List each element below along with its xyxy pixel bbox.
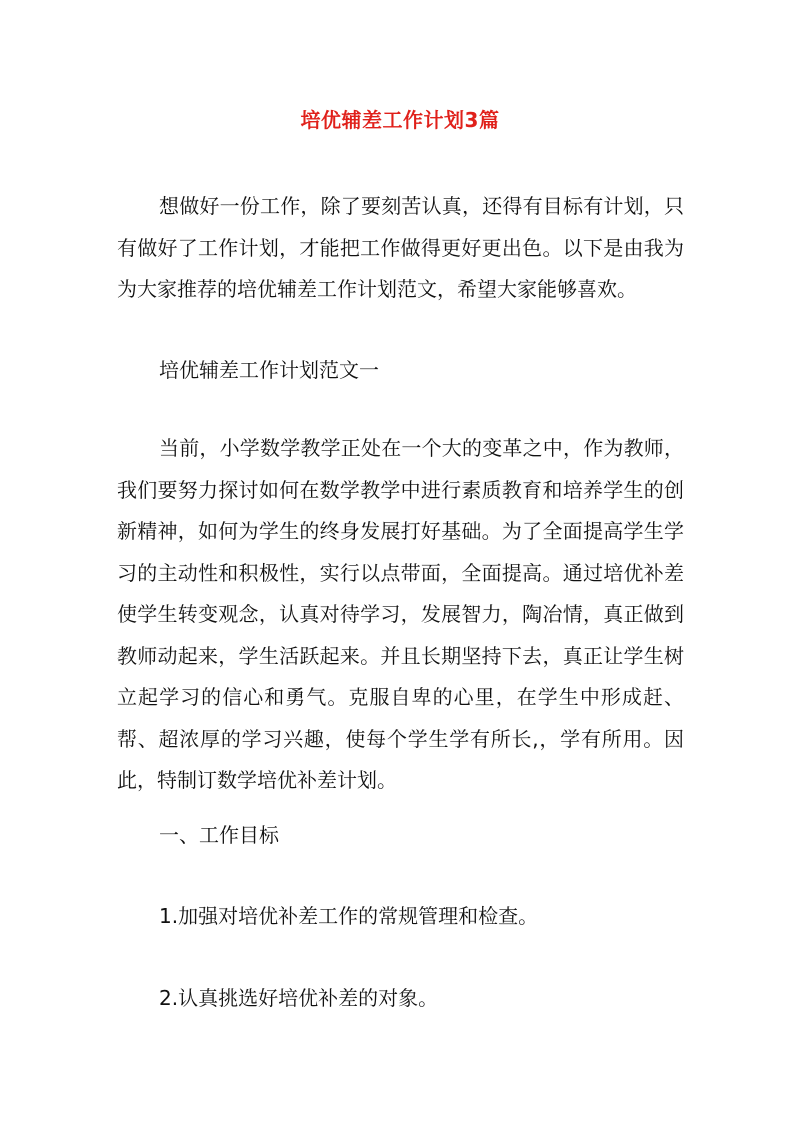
intro-paragraph: 想做好一份工作，除了要刻苦认真，还得有目标有计划，只有做好了工作计划，才能把工作做得更好更出色。以下是由我为为大家推荐的培优辅差工作计划范文，希望大家能够喜欢。: [117, 194, 684, 301]
document-title: 培优辅差工作计划3篇: [300, 108, 500, 132]
goal-item: 2.认真挑选好培优补差的对象。: [159, 986, 439, 1010]
section-heading: 培优辅差工作计划范文一: [159, 358, 379, 382]
body-paragraph: 当前，小学数学教学正处在一个大的变革之中，作为教师，我们要努力探讨如何在数学教学中进行素质教育和培养学生的创新精神，如何为学生的终身发展打好基础。为了全面提高学生学习的主动性和积极性，实行以点带面，全面提高。通过培优补差使学生转变观念，认真对待学习，发展智力，陶冶情，真正做到教师动起来，学生活跃起来。并且长期坚持下去，真正让学生树立起学习的信心和勇气。克服自卑的心里，在学生中形成赶、帮、超浓厚的学习兴趣，使每个学生学有所长,，学有所用。因此，特制订数学培优补差计划。: [117, 436, 684, 792]
goal-item: 1.加强对培优补差工作的常规管理和检查。: [159, 904, 539, 928]
goal-heading: 一、工作目标: [159, 823, 279, 847]
